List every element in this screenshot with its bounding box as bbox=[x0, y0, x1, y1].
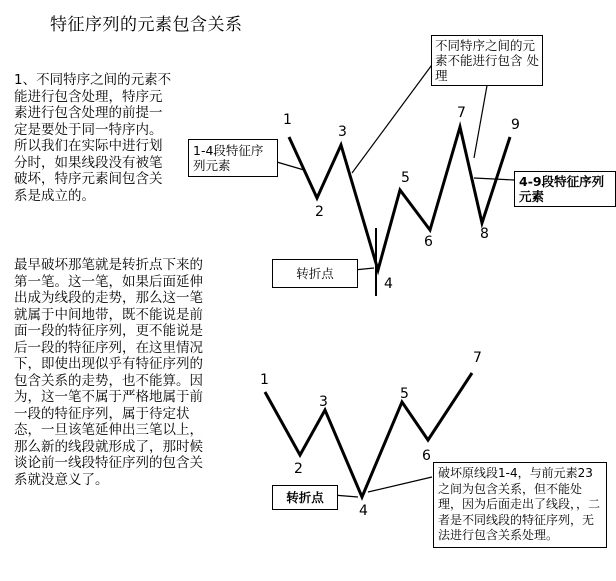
callout-turning-point-2: 转折点 bbox=[272, 485, 338, 510]
d1-label-2: 2 bbox=[315, 204, 324, 220]
d1-label-3: 3 bbox=[338, 124, 347, 140]
callout-cross-segment-note: 不同特序之间的元素不能进行包含 处 理 bbox=[431, 35, 543, 86]
diagram1-arrow-right-box bbox=[474, 178, 514, 180]
d2-label-6: 6 bbox=[422, 448, 431, 464]
d2-label-2: 2 bbox=[294, 461, 303, 477]
callout-segment-1-4: 1-4段特征序列元素 bbox=[188, 139, 278, 177]
explanation-paragraph-2: 最早破坏那笔就是转折点下来的第一笔。这一笔，如果后面延伸出成为线段的走势，那么这一笔就属于中间地带，既不能说是前面一段的特征序列，更不能说是后一段的特征序列，在这里情况下，即使出现似乎有特征序列的包含关系的走势，也不能算。因为，这一笔不属于严格地属于前一段的特征序列，属于待定状态，一旦该笔延伸出三笔以上，那么新的线段就形成了，那时候谈论前一线段特征序列的包含关系就没意义了。 bbox=[14, 257, 203, 488]
d2-label-3: 3 bbox=[319, 394, 328, 410]
d1-label-7: 7 bbox=[457, 105, 466, 121]
callout-segment-4-9: 4-9段特征序列元素 bbox=[514, 171, 616, 207]
d1-label-5: 5 bbox=[401, 170, 410, 186]
d1-label-9: 9 bbox=[511, 117, 520, 133]
diagram1-segment-path bbox=[289, 127, 510, 270]
d1-label-4: 4 bbox=[384, 276, 393, 292]
d1-label-6: 6 bbox=[424, 234, 433, 250]
page-title: 特征序列的元素包含关系 bbox=[50, 15, 243, 35]
d1-label-8: 8 bbox=[480, 226, 489, 242]
d2-label-5: 5 bbox=[400, 386, 409, 402]
d1-label-1: 1 bbox=[283, 112, 292, 128]
d2-label-4: 4 bbox=[359, 503, 368, 519]
diagram1-arrow-to-13 bbox=[352, 58, 437, 173]
d2-label-7: 7 bbox=[473, 350, 482, 366]
explanation-paragraph-1: 1、不同特序之间的元素不能进行包含处理，特序元素进行包含处理的前提一定是要处于同一特序内。所以我们在实际中进行划分时，如果线段没有被笔破坏，特序元素间包含关系是成立的。 bbox=[14, 72, 172, 204]
callout-break-note: 破坏原线段1-4，与前元素23之间为包含关系，但不能处理，因为后面走出了线段，，二者是不同线段的特征序列，无法进行包含关系处理。 bbox=[433, 462, 607, 548]
callout-turning-point-1: 转折点 bbox=[272, 259, 358, 288]
diagram1-arrow-to-78 bbox=[474, 80, 488, 158]
d2-label-1: 1 bbox=[260, 372, 269, 388]
diagram2-arrow-note bbox=[368, 477, 432, 492]
